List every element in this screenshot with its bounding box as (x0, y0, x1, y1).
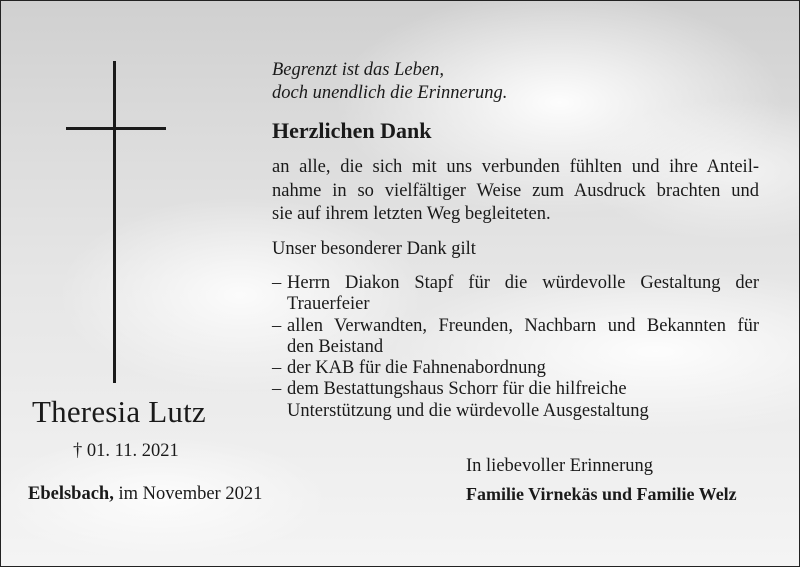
cross-horizontal-bar (66, 127, 166, 130)
place-date (28, 484, 262, 505)
quote-line: Begrenzt ist das Leben, (272, 60, 444, 80)
list-item (272, 358, 759, 379)
dash: – (272, 273, 282, 293)
list-item-line: Unterstützung und die würdevolle Ausgestaltung (287, 400, 649, 421)
dash: – (272, 358, 282, 379)
list-item-line: der KAB für die Fahnenabordnung (287, 358, 546, 379)
dash: – (272, 315, 282, 336)
quote-line: doch unendlich die Erinnerung. (272, 83, 508, 103)
list-item-line: den Beistand (287, 336, 384, 357)
paragraph-line: an alle, die sich mit uns verbunden fühlten und ihre Anteil- (272, 157, 759, 177)
thanks-paragraph (272, 156, 759, 227)
dash: – (272, 379, 282, 400)
paragraph-line: nahme in so vielfältiger Weise zum Ausdruck brachten und (272, 180, 759, 201)
family-signature: Familie Virnekäs und Familie Welz (466, 484, 737, 504)
list-item-line: Herrn Diakon Stapf für die würdevolle Gestaltung der (287, 273, 759, 293)
list-item-line: dem Bestattungshaus Schorr für die hilfreiche (287, 379, 627, 400)
list-item-line: allen Verwandten, Freunden, Nachbarn und Bekannten für (287, 315, 759, 336)
quote (272, 59, 507, 105)
thanks-list (272, 273, 759, 422)
special-thanks-intro: Unser besonderer Dank gilt (272, 239, 476, 259)
list-item-line: Trauerfeier (287, 294, 370, 315)
death-date: † 01. 11. 2021 (73, 441, 179, 461)
list-item (272, 379, 759, 422)
paragraph-line: sie auf ihrem letzten Weg begleiteten. (272, 204, 551, 224)
list-item (272, 316, 759, 359)
month-year: im November 2021 (118, 484, 263, 504)
place: Ebelsbach, (28, 484, 114, 504)
deceased-name: Theresia Lutz (32, 394, 206, 429)
list-item (272, 273, 759, 316)
cross-vertical-bar (113, 61, 116, 383)
heading: Herzlichen Dank (272, 118, 432, 143)
memory-line: In liebevoller Erinnerung (466, 456, 653, 476)
